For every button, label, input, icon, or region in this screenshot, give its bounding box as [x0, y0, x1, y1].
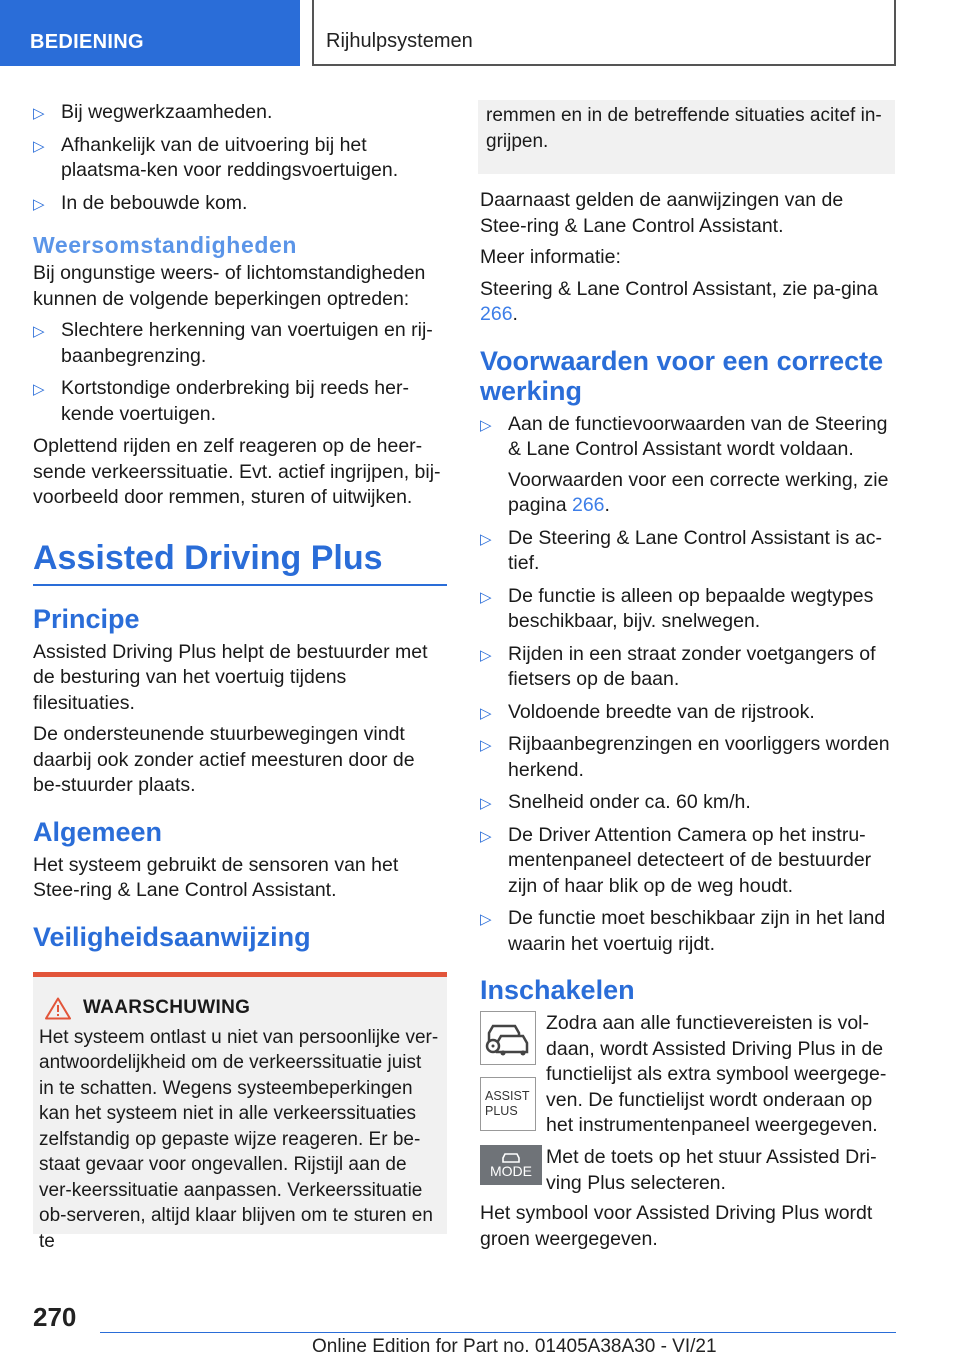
list-item: ▷ De functie is alleen op bepaalde wegtypes beschikbaar, bijv. snelwegen. [480, 584, 874, 632]
list-item: ▷ Snelheid onder ca. 60 km/h. [480, 790, 895, 816]
page-link[interactable]: 266 [571, 494, 605, 516]
list-item: ▷ Rijden in een straat zonder voetgangers of fietsers op de baan. [480, 642, 876, 690]
mode-text: Met de toets op het stuur Assisted Dri-ving Plus selecteren. [546, 1146, 877, 1194]
triangle-bullet-icon: ▷ [33, 323, 45, 340]
list-item: ▷ Afhankelijk van de uitvoering bij het plaatsma-ken voor reddingsvoertuigen. [33, 133, 399, 181]
triangle-bullet-icon: ▷ [480, 530, 492, 548]
warning-continued: remmen en in de betreffende situaties acitef in-grijpen. [478, 100, 895, 174]
traffic-jam-cars-icon [480, 1011, 536, 1065]
page-number: 270 [33, 1302, 77, 1332]
list-item: ▷ Bij wegwerkzaamheden. [33, 100, 447, 126]
switch-on-text: Zodra aan alle functievereisten is vol-daan, wordt Assisted Driving Plus in de functielijst als extra symbool weergege-ven. De functielijst wordt onderaan op het instrumentenpaneel weergegeven. [546, 1012, 887, 1136]
triangle-bullet-icon: ▷ [480, 704, 492, 722]
left-column [33, 100, 447, 1252]
lane-control-note: Daarnaast gelden de aanwijzingen van de Stee-ring & Lane Control Assistant. [480, 189, 844, 237]
mode-block [480, 1145, 895, 1197]
triangle-bullet-icon: ▷ [480, 827, 492, 845]
more-info-label: Meer informatie: [480, 246, 621, 268]
chapter-title: Rijhulpsystemen [312, 0, 896, 66]
right-column [480, 100, 895, 1258]
mode-button-icon: MODE [480, 1145, 542, 1185]
triangle-bullet-icon: ▷ [480, 795, 492, 812]
warning-box [33, 972, 447, 1252]
list-item: ▷ Aan de functievoorwaarden van de Steering & Lane Control Assistant wordt voldaan. Voorwaarden voor een correcte werking, zie pagina 266. [480, 412, 895, 519]
edition-note: Online Edition for Part no. 01405A38A30 - VI/21 [312, 1336, 717, 1357]
list-item: ▷ Kortstondige onderbreking bij reeds her-kende voertuigen. [33, 377, 409, 425]
triangle-bullet-icon: ▷ [480, 737, 492, 754]
general-heading: Algemeen [33, 816, 163, 847]
weather-heading: Weersomstandigheden [33, 232, 298, 258]
warning-label: WAARSCHUWING [83, 997, 251, 1018]
triangle-bullet-icon: ▷ [33, 137, 45, 155]
triangle-bullet-icon: ▷ [480, 911, 492, 928]
triangle-bullet-icon: ▷ [480, 588, 492, 606]
section-tab: BEDIENING [0, 0, 300, 66]
warning-text: Het systeem ontlast u niet van persoonlijke ver-antwoordelijkheid om de verkeerssituatie juist in te schatten. Wegens systeembeperkingen kan het systeem niet in alle verkeerssituaties zelfstandig op gepaste wijze reageren. Er be-staat gevaar voor ongevallen. Rijstijl aan de ver-keerssituatie aanpassen. Verkeerssituatie ob-serveren, altijd klaar blijven om te sturen en te [39, 1026, 439, 1252]
principle-paragraph-2: De ondersteunende stuurbewegingen vindt daarbij ook zonder actief meesturen door de be-stuurder plaats. [33, 723, 415, 796]
general-paragraph: Het systeem gebruikt de sensoren van het Stee-ring & Lane Control Assistant. [33, 853, 399, 901]
more-info-reference: Steering & Lane Control Assistant, zie pa-gina 266. [480, 277, 878, 325]
switch-on-heading: Inschakelen [480, 975, 635, 1005]
triangle-bullet-icon: ▷ [33, 381, 45, 398]
warning-triangle-icon [45, 997, 71, 1020]
weather-intro: Bij ongunstige weers- of lichtomstandigheden kunnen de volgende beperkingen optreden: [33, 262, 426, 310]
list-item: ▷ In de bebouwde kom. [33, 191, 447, 217]
main-heading: Assisted Driving Plus [33, 539, 447, 586]
conditions-reference: Voorwaarden voor een correcte werking, zie pagina 266. [508, 468, 889, 516]
list-item: ▷ De Steering & Lane Control Assistant is ac-tief. [480, 526, 882, 574]
final-text: Het symbool voor Assisted Driving Plus wordt groen weergegeven. [480, 1202, 873, 1250]
weather-outro: Oplettend rijden en zelf reageren op de heer-sende verkeerssituatie. Evt. actief ingrijpen, bij-voorbeeld door remmen, sturen of uitwijken. [33, 435, 441, 508]
triangle-bullet-icon: ▷ [480, 646, 492, 664]
principle-paragraph-1: Assisted Driving Plus helpt de bestuurder met de besturing van het voertuig tijdens filesituaties. [33, 640, 428, 714]
safety-heading: Veiligheidsaanwijzing [33, 921, 311, 952]
warning-header [39, 997, 439, 1020]
list-item: ▷ De functie moet beschikbaar zijn in het land waarin het voertuig rijdt. [480, 907, 886, 955]
roadworks-list [33, 100, 447, 216]
list-item: ▷ Rijbaanbegrenzingen en voorliggers worden herkend. [480, 733, 890, 781]
list-item: ▷ De Driver Attention Camera op het instru-mentenpaneel detecteert of de bestuurder zijn of haar blik op de weg houdt. [480, 823, 872, 897]
footer-rule [100, 1332, 896, 1333]
conditions-list [480, 412, 895, 958]
triangle-bullet-icon: ▷ [480, 416, 492, 434]
weather-list [33, 318, 447, 427]
assist-plus-icon: ASSIST PLUS [480, 1077, 536, 1131]
switch-on-block [480, 1011, 895, 1143]
icon-stack [480, 1011, 546, 1143]
triangle-bullet-icon: ▷ [33, 195, 45, 213]
principle-heading: Principe [33, 603, 140, 634]
list-item: ▷ Slechtere herkenning van voertuigen en rij-baanbegrenzing. [33, 319, 433, 367]
triangle-bullet-icon: ▷ [33, 105, 45, 122]
page-footer [0, 1290, 960, 1362]
conditions-heading: Voorwaarden voor een correcte werking [480, 345, 884, 406]
page-header [0, 0, 960, 66]
page-link[interactable]: 266 [480, 303, 513, 325]
list-item: ▷ Voldoende breedte van de rijstrook. [480, 700, 895, 726]
